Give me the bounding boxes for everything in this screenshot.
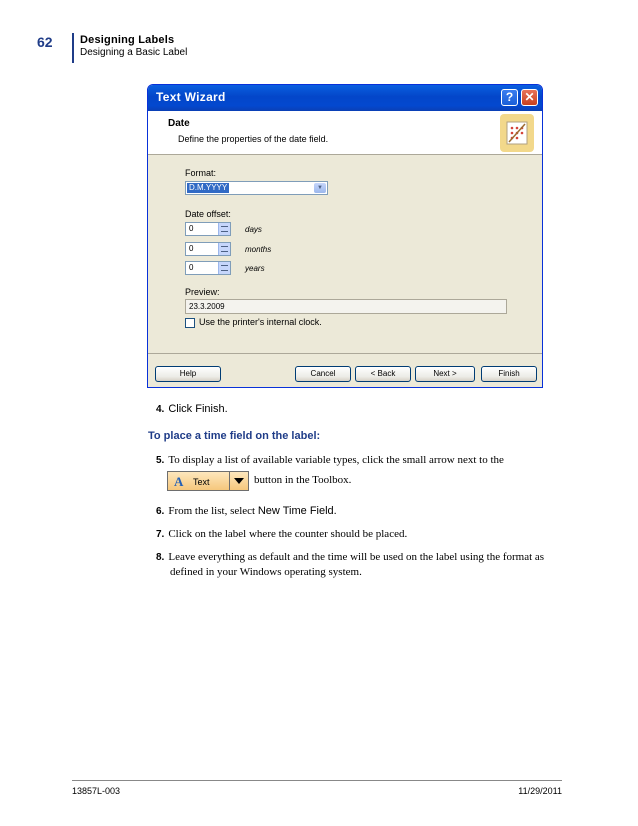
wizard-header: [148, 111, 542, 155]
dialog-button-row: [148, 353, 542, 388]
document-date: 11/29/2011: [518, 786, 562, 796]
spinner-arrows-icon[interactable]: [218, 243, 230, 255]
chapter-title: Designing Labels: [80, 34, 175, 46]
back-button[interactable]: < Back: [355, 366, 411, 382]
step-number: 8.: [156, 552, 165, 563]
next-button[interactable]: Next >: [415, 366, 475, 382]
close-icon[interactable]: ✕: [521, 89, 538, 106]
new-time-field-label: New Time Field.: [257, 505, 337, 517]
wizard-step-description: Define the properties of the date field.: [178, 134, 329, 144]
step-4: [156, 403, 228, 415]
spinner-arrows-icon[interactable]: [218, 262, 230, 274]
text-tool-icon: A: [174, 474, 184, 489]
step-text: To display a list of available variable types, click the small arrow next to the: [168, 454, 504, 466]
months-unit-label: months: [245, 245, 272, 254]
step-text: Click on the label where the counter should be placed.: [168, 528, 408, 540]
dropdown-arrow-icon[interactable]: [234, 478, 244, 484]
step-text: button in the Toolbox.: [254, 474, 352, 486]
step-number: 5.: [156, 455, 165, 466]
section-title: Designing a Basic Label: [80, 47, 188, 58]
days-offset-value: 0: [189, 224, 194, 233]
page-number: 62: [37, 34, 53, 50]
footer-divider: [72, 780, 562, 781]
printer-clock-label[interactable]: Use the printer's internal clock.: [199, 317, 322, 327]
text-wizard-dialog: [147, 84, 543, 388]
preview-label: Preview:: [185, 287, 220, 297]
dialog-titlebar: [148, 85, 542, 111]
days-unit-label: days: [245, 225, 262, 234]
chevron-down-icon[interactable]: ▼: [314, 183, 326, 193]
step-number: 6.: [156, 506, 165, 517]
years-unit-label: years: [245, 264, 265, 273]
section-heading: To place a time field on the label:: [148, 430, 321, 442]
months-offset-spinner[interactable]: [185, 242, 231, 256]
step-text: defined in your Windows operating system.: [170, 566, 362, 578]
printer-clock-checkbox[interactable]: [185, 318, 195, 328]
step-5: [156, 454, 504, 466]
step-text: Leave everything as default and the time will be used on the label using the format as: [168, 551, 545, 563]
header-divider: [72, 33, 74, 63]
help-icon[interactable]: ?: [501, 89, 518, 106]
spinner-arrows-icon[interactable]: [218, 223, 230, 235]
format-select[interactable]: [185, 181, 328, 195]
toolbox-text-label: Text: [193, 477, 210, 487]
document-id: 13857L-003: [72, 786, 121, 796]
toolbox-text-button[interactable]: [167, 471, 249, 491]
years-offset-spinner[interactable]: [185, 261, 231, 275]
format-label: Format:: [185, 168, 217, 178]
step-number: 7.: [156, 529, 165, 540]
dialog-title: Text Wizard: [156, 90, 226, 104]
step-text: From the list, select: [168, 505, 256, 517]
step-7: [156, 528, 407, 540]
step-8-continued: [170, 566, 362, 578]
preview-field: [185, 299, 507, 314]
step-text: Click Finish.: [168, 403, 228, 415]
step-8: [156, 551, 544, 563]
months-offset-value: 0: [189, 244, 194, 253]
toolbox-button-divider: [229, 472, 230, 490]
cancel-button[interactable]: Cancel: [295, 366, 351, 382]
step-6: [156, 505, 337, 517]
format-value: D.M.YYYY: [189, 183, 228, 192]
wizard-step-title: Date: [168, 118, 190, 129]
step-number: 4.: [156, 404, 165, 415]
date-offset-label: Date offset:: [185, 209, 231, 219]
step-5-continued: [254, 474, 351, 486]
preview-value: 23.3.2009: [189, 302, 225, 311]
help-button[interactable]: Help: [155, 366, 221, 382]
wizard-calendar-icon: [500, 114, 534, 152]
finish-button[interactable]: Finish: [481, 366, 537, 382]
years-offset-value: 0: [189, 263, 194, 272]
days-offset-spinner[interactable]: [185, 222, 231, 236]
